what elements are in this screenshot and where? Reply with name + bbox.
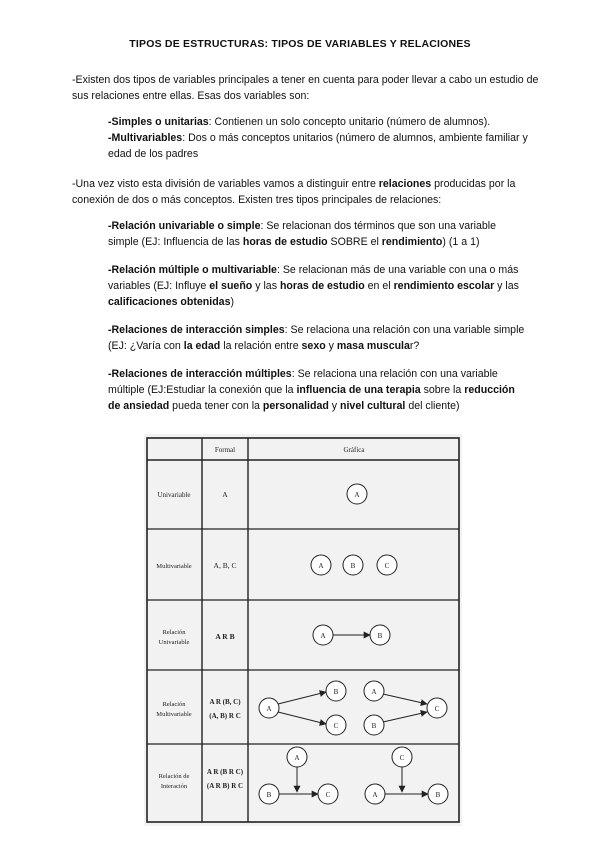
row-label: Relación: [162, 629, 186, 636]
variable-multi: [108, 130, 528, 162]
text-run: y las: [494, 280, 519, 292]
node-a: [311, 555, 331, 575]
bold-run: rendimiento: [381, 236, 443, 248]
relation-term: -Relación univariable o simple: [108, 220, 261, 232]
formal-expression: A R B: [215, 632, 235, 641]
header-formal: Formal: [214, 446, 236, 454]
node-label: B: [350, 562, 356, 570]
text-run: : Se relacionan más de una variable con una o más variables (EJ: Influye: [108, 264, 519, 292]
bold-run: masa muscula: [336, 340, 410, 352]
node-c: [377, 555, 397, 575]
node-label: B: [377, 632, 383, 640]
node-label: A: [294, 754, 300, 762]
node-label: A: [354, 491, 360, 499]
node-label: C: [325, 791, 331, 799]
node-a: [287, 747, 307, 767]
bold-run: la edad: [183, 340, 221, 352]
text-run: ) (1 a 1): [442, 236, 480, 248]
node-label: B: [435, 791, 441, 799]
node-label: A: [266, 705, 272, 713]
node-c: [326, 715, 346, 735]
text-run: SOBRE el: [327, 236, 382, 248]
text-run: del cliente): [405, 400, 460, 412]
header-grafica: Gráfica: [343, 446, 365, 454]
node-c: [427, 698, 447, 718]
node-a: [347, 484, 367, 504]
text-run: : Se relacionan dos términos que son una variable simple (EJ: Influencia de las: [108, 220, 497, 248]
formal-expression: A, B, C: [213, 561, 237, 570]
node-a: [364, 681, 384, 701]
text-run: la relación entre: [220, 340, 302, 352]
node-label: C: [434, 705, 440, 713]
text-run: sobre la: [420, 384, 465, 396]
bold-run: personalidad: [262, 400, 329, 412]
relations-table-graphic: [144, 434, 462, 826]
variable-term: -Simples o unitarias: [108, 116, 209, 128]
text-run: y: [325, 340, 337, 352]
bold-run: horas de estudio: [242, 236, 328, 248]
node-label: A: [318, 562, 324, 570]
node-b: [364, 715, 384, 735]
node-label: A: [371, 688, 377, 696]
node-b: [370, 625, 390, 645]
relation-term: -Relación múltiple o multivariable: [108, 264, 277, 276]
node-label: C: [333, 722, 339, 730]
formal-expression: (A R B) R C: [206, 782, 244, 790]
node-b: [326, 681, 346, 701]
text-run: en el: [364, 280, 394, 292]
page-title: TIPOS DE ESTRUCTURAS: TIPOS DE VARIABLES Y RELACIONES: [129, 38, 471, 50]
row-label: Multivariable: [156, 711, 192, 718]
node-label: C: [399, 754, 405, 762]
node-label: B: [371, 722, 377, 730]
text-run: ): [230, 296, 234, 308]
variable-simple: [108, 114, 528, 130]
relations-figure: [144, 434, 462, 826]
formal-expression: A: [222, 490, 228, 499]
variable-desc: : Dos o más conceptos unitarios (número de alumnos, ambiente familiar y edad de los padres: [108, 132, 528, 160]
bold-run: nivel cultural: [340, 400, 406, 412]
text-run: producidas por la conexión de dos o más conceptos. Existen tres tipos principales de relaciones:: [72, 178, 516, 206]
node-label: A: [372, 791, 378, 799]
node-b: [343, 555, 363, 575]
text-run: pueda tener con la: [169, 400, 263, 412]
row-label: Multivariable: [156, 563, 192, 570]
bold-run: relaciones: [378, 178, 432, 190]
node-a: [365, 784, 385, 804]
relation-interaccion-multiple: [108, 366, 528, 414]
formal-expression: A R (B, C): [209, 698, 241, 706]
node-b: [428, 784, 448, 804]
bold-run: el sueño: [209, 280, 253, 292]
row-label: Relación: [162, 701, 186, 708]
relations-intro: [72, 176, 542, 208]
text-run: y: [328, 400, 341, 412]
text-run: : Se relaciona una relación con una variable múltiple (EJ:Estudiar la conexión que la: [108, 368, 498, 396]
bold-run: calificaciones obtenidas: [108, 296, 231, 308]
node-c: [392, 747, 412, 767]
relation-interaccion-simple: [108, 322, 528, 354]
text-run: y las: [252, 280, 280, 292]
row-label: Univariable: [158, 639, 190, 646]
bold-run: sexo: [301, 340, 326, 352]
variable-desc: : Contienen un solo concepto unitario (número de alumnos).: [208, 116, 491, 128]
bold-run: reducción de ansiedad: [108, 384, 515, 412]
variables-list: [108, 114, 528, 162]
node-b: [259, 784, 279, 804]
formal-expression: (A, B) R C: [209, 712, 241, 720]
node-label: B: [266, 791, 272, 799]
node-c: [318, 784, 338, 804]
bold-run: rendimiento escolar: [393, 280, 495, 292]
text-run: : Se relaciona una relación con una variable simple (EJ: ¿Varía con: [108, 324, 525, 352]
node-label: B: [333, 688, 339, 696]
node-a: [259, 698, 279, 718]
figure-background: [144, 434, 462, 826]
node-label: A: [320, 632, 326, 640]
relation-term: -Relaciones de interacción múltiples: [108, 368, 292, 380]
intro-paragraph: -Existen dos tipos de variables principales a tener en cuenta para poder llevar a cabo un estudio de sus relaciones entre ellas. Esas dos variables son:: [72, 74, 539, 102]
row-label: Interación: [160, 783, 188, 790]
bold-run: horas de estudio: [279, 280, 365, 292]
formal-expression: A R (B R C): [206, 768, 244, 776]
relation-univariable: [108, 218, 528, 250]
node-label: C: [384, 562, 390, 570]
variable-term: -Multivariables: [108, 132, 183, 144]
text-run: -Una vez visto esta división de variables vamos a distinguir entre: [72, 178, 379, 190]
text-run: r?: [409, 340, 420, 352]
relation-multivariable: [108, 262, 528, 310]
row-label: Relación de: [158, 773, 190, 780]
row-label: Univariable: [157, 491, 191, 499]
bold-run: influencia de una terapia: [296, 384, 421, 396]
node-a: [313, 625, 333, 645]
relation-term: -Relaciones de interacción simples: [108, 324, 285, 336]
